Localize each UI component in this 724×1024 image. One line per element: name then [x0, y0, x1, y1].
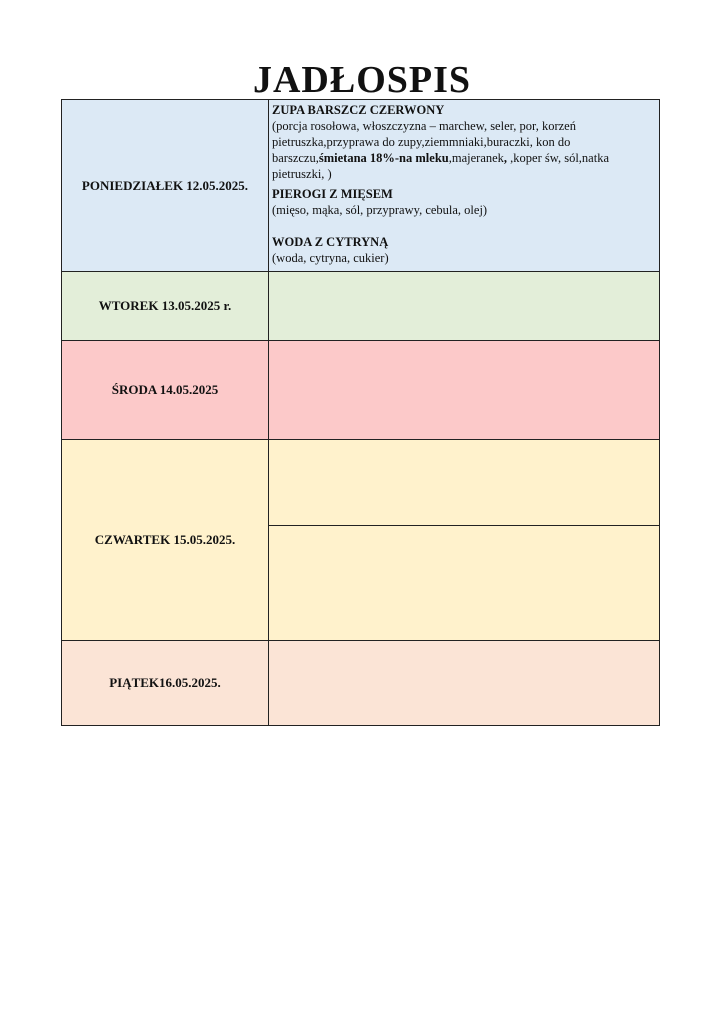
table-row: [62, 100, 660, 272]
meal-cell-monday: [269, 100, 660, 272]
table-row: [62, 641, 660, 726]
ingredients-comma: ,: [503, 151, 508, 165]
ingredients-highlight: śmietana 18%-na mleku: [318, 151, 449, 165]
dish-name: PIEROGI Z MIĘSEM: [272, 187, 393, 201]
ingredients-text: ,koper św, sól,natka pietruszki, ): [272, 151, 609, 181]
dish-name: WODA Z CYTRYNĄ: [272, 235, 389, 249]
page-title: JADŁOSPIS: [252, 59, 472, 101]
meal-cell-friday: [269, 641, 660, 726]
dish-name: ZUPA BARSZCZ CZERWONY: [272, 103, 445, 117]
day-cell-friday: PIĄTEK16.05.2025.: [62, 641, 269, 726]
dish-ingredients: (mięso, mąka, sól, przyprawy, cebula, olej): [272, 203, 488, 217]
day-cell-tuesday: WTOREK 13.05.2025 r.: [62, 272, 269, 341]
menu-table: [61, 99, 660, 726]
ingredients-text: ,majeranek: [448, 151, 504, 165]
table-row: [62, 272, 660, 341]
meal-cell-wednesday: [269, 341, 660, 440]
meal-cell-tuesday: [269, 272, 660, 341]
day-cell-wednesday: ŚRODA 14.05.2025: [62, 341, 269, 440]
meal-cell-thursday-1: [269, 440, 660, 526]
day-cell-monday: PONIEDZIAŁEK 12.05.2025.: [62, 100, 269, 272]
dish-ingredients: (woda, cytryna, cukier): [272, 251, 389, 265]
ingredients-text: (porcja rosołowa, włoszczyzna – marchew, seler, por, korzeń pietruszka,przyprawa do zupy,ziemmniaki,buraczki, kon do barszczu,: [272, 119, 576, 165]
meal-cell-thursday-2: [269, 526, 660, 641]
dish-ingredients: [272, 118, 656, 182]
table-row: [62, 341, 660, 440]
table-row: [62, 440, 660, 526]
day-cell-thursday: CZWARTEK 15.05.2025.: [62, 440, 269, 641]
